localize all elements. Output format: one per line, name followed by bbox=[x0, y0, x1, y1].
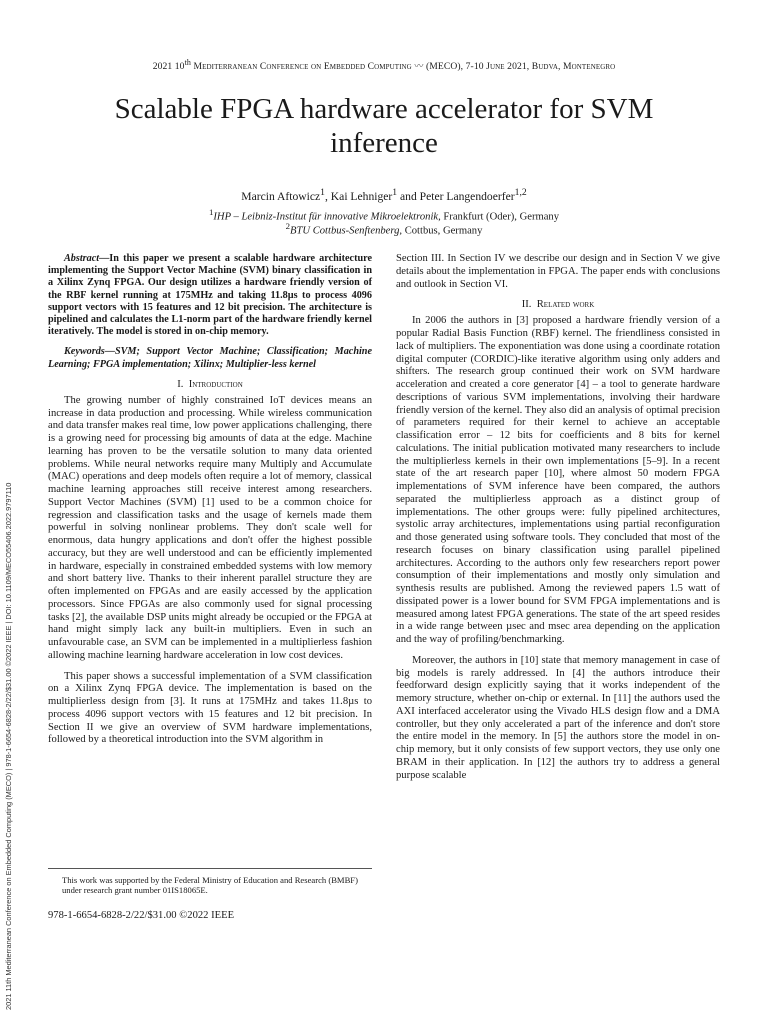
meco-logo-icon: 〰 bbox=[414, 61, 424, 72]
conference-place: Budva, Montenegro bbox=[531, 61, 616, 73]
conference-header: 2021 10th Mediterranean Conference on Embedded Computing 〰 (MECO), 7-10 June 2021, Budva, Montenegro bbox=[152, 58, 616, 73]
conference-name: Mediterranean Conference on Embedded Computing bbox=[193, 61, 412, 73]
right-column bbox=[396, 253, 720, 782]
abstract: Abstract—In this paper we present a scalable hardware architecture implementing the Support Vector Machine (SVM) binary classification in a Xilinx Zynq FPGA. Our design utilizes a hardware friendly version of the RBF kernel running at 175MHz and taking 11.8µs to process 4096 support vectors with 15 features and 12 bit precision. The architecture is pipelined and calculates the L1-norm part of the hardware friendly kernel iteratively. The model is stored in on-chip memory. bbox=[48, 253, 372, 338]
body-paragraph: In 2006 the authors in [3] proposed a hardware friendly version of a popular Radial Basis Function (RBF) kernel. The friendliness consisted in lack of multipliers. The exponentiation was done using a coordinate rotation digital computer (CORDIC)-like iterative algorithm using only adders and shifters. The research group continued their work on SVM hardware acceleration and created a core generator [4] – a tool to generate hardware descriptions of various SVM implementations, involving their hardware friendly version of the kernel. They also did an analysis of optimal precision of parameters required for their kernel to achieve an acceptable classification error – 12 bits for coefficients and 8 bits for kernel calculations. The initial publication motivated many researchers to include the multiplierless kernels in their own implementations [5–9]. In a recent state of the art research paper [10], where almost 50 modern FPGA implementations of SVM inference have been compared, the authors separated the multiplierless approach as a distinct group of implementations. The other groups were: fully pipelined architectures, systolic array architectures, implementations using partial reconfiguration and those generated using software tools. They concluded that most of the research focuses on binary classification using parallel pipelined architectures. According to the authors only few researchers report power consumption of their implementations and mostly only simulation and synthesis results are published. Among the reviewed papers 1.5 watt of dissipated power is a lower bound for SVM FPGA implementations and is measured among latest FPGA generations. The state of the art speed resides in a wide range between µsec and msec area depending on the application and the way of profiling/benchmarking. bbox=[396, 315, 720, 645]
section-heading-introduction: I. Introduction bbox=[177, 378, 243, 390]
body-paragraph: The growing number of highly constrained IoT devices means an increase in data production and processing. While wireless communication and data transfer makes real time, low power applications challenging, there is a growing need for processing big amounts of data at the edge. Machine learning has proven to be the versatile solution to many data oriented problems. While neural networks require many Multiply and Accumulate (MAC) operations and deep models often require a lot of memory, classical machine learning approaches still receive interest among researchers. Support Vector Machines (SVM) [1] used to be a common choice for regression and classification tasks and the usage of kernels made them powerful in solving nonlinear problems. They don't scale well for enormous, data hungry applications and don't offer the highest possible accuracy, but they are well understood and can be efficiently implemented in hardware, especially in constrained embedded systems with low memory and short battery live. Thanks to their inherent parallel structure they are often implemented on FPGAs and are easily accessed by the application processors. Since FPGAs are also commonly used for signal processing tasks [2], the available DSP units might already be occupied or the FPGA at hand might simply lack any built-in multipliers. Even in such an unfavourable case, an SVM can be implemented in a multiplierless fashion allowing machine learning hardware acceleration in low cost devices. bbox=[48, 394, 372, 661]
doi-side-strip: 2021 11th Mediterranean Conference on Embedded Computing (MECO) | 978-1-6654-6828-2/22/$31.00 ©2022 IEEE | DOI: 10.1109/MECO55406.2022.9797110 bbox=[4, 482, 13, 1010]
funding-footnote: This work was supported by the Federal Ministry of Education and Research (BMBF) under research grant number 01IS18065E. bbox=[48, 868, 372, 896]
body-paragraph: Moreover, the authors in [10] state that memory management in case of big models is rarely addressed. In [4] the authors introduce their feedforward design explicitly saying that it works independent of the memory structure, whether on-chip or external. In [11] the authors used the AXI interfaced accelerator using the Vivado HLS design flow and a DMA controller, but they only accelerated a part of the inference and don't store the entire model in the memory. In [5] the authors store the model in on-chip memory, but it only consists of few support vectors, they use only one BRAM in their application. In [12] the authors try to address a general purpose scalable bbox=[396, 654, 720, 781]
body-paragraph: This paper shows a successful implementation of a SVM classification on a Xilinx Zynq FPGA device. The implementation is based on the multiplierless design from [3]. It runs at 175MHz and takes 11.8µs to process 4096 support vectors with 15 features and 12 bit precision. In Section II we give an overview of SVM hardware implementations, followed by a theoretical introduction into the SVM algorithm in bbox=[48, 670, 372, 746]
section-heading-related-work: II. Related work bbox=[521, 299, 595, 311]
affiliation-2: $^2$BTU Cottbus-Senftenberg, Cottbus, Germany bbox=[285, 221, 483, 237]
paper-title: Scalable FPGA hardware accelerator for SVM inference bbox=[114, 93, 654, 159]
body-paragraph-continued: Section III. In Section IV we describe our design and in Section V we give details about the implementation in FPGA. The paper ends with conclusions and outlook in Section VI. bbox=[396, 253, 720, 290]
keywords: Keywords—SVM; Support Vector Machine; Classification; Machine Learning; FPGA implementation; Xilinx; Multiplier-less kernel bbox=[48, 346, 372, 370]
affiliation-1: $^1$IHP – Leibniz-Institut für innovative Mikroelektronik, Frankfurt (Oder), Germany bbox=[208, 207, 560, 223]
left-column bbox=[48, 253, 372, 747]
author-list: Marcin Aftowicz$^1$, Kai Lehniger$^1$ and Peter Langendoerfer$^{1,2}$ bbox=[241, 187, 527, 203]
copyright-line: 978-1-6654-6828-2/22/$31.00 ©2022 IEEE bbox=[48, 910, 235, 921]
